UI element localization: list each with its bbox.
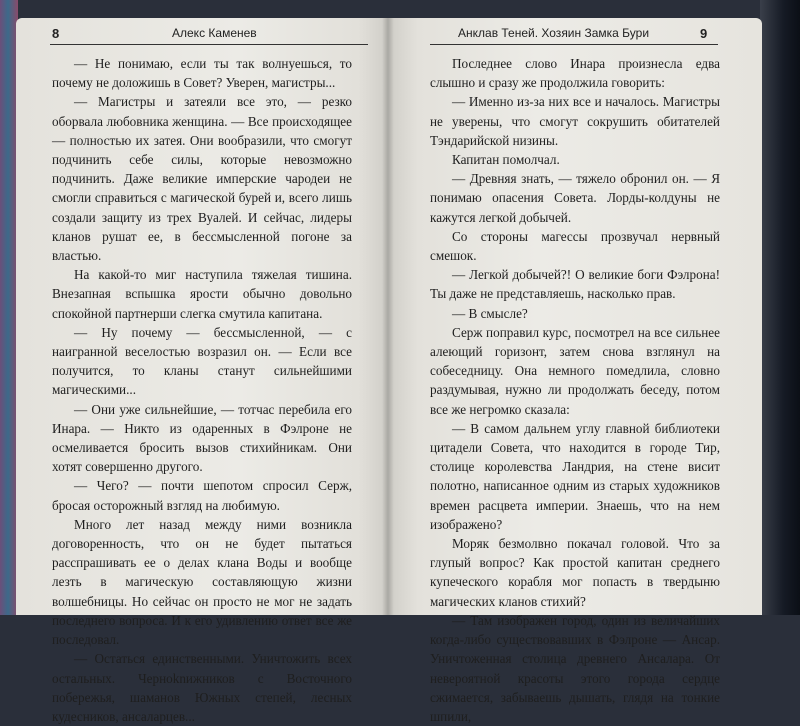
- paragraph: — Остаться единственными. Уничтожить всех остальных. Черноknижников с Восточного побережья, шаманов Южных степей, лесных кудесников, ансаларцев...: [52, 651, 352, 724]
- paragraph: — Древняя знать, — тяжело обронил он. — Я понимаю опасения Совета. Лорды-колдуны не кажутся легкой добычей.: [430, 171, 720, 225]
- right-header-rule: [430, 44, 718, 45]
- left-page-text: [52, 54, 352, 726]
- paragraph: Последнее слово Инара произнесла едва слышно и сразу же продолжила говорить:: [430, 56, 720, 91]
- right-page-number: 9: [700, 26, 708, 41]
- paragraph: Моряк безмолвно покачал головой. Что за глупый вопрос? Как простой капитан среднего купеческого корабля мог попасть в твердыню магических кланов стихий?: [430, 536, 720, 609]
- paragraph: — В смысле?: [452, 305, 528, 321]
- paragraph: На какой-то миг наступила тяжелая тишина. Внезапная вспышка ярости обычно довольно спокойной партнерши слегка смутила капитана.: [52, 267, 352, 321]
- paragraph: — Они уже сильнейшие, — тотчас перебила его Инара. — Никто из одаренных в Фэлроне не осмеливается бросить вызов стихийникам. Они хотят совершенно другого.: [52, 401, 352, 475]
- book-edge-right: [760, 0, 800, 615]
- paragraph: Капитан помолчал.: [452, 152, 560, 168]
- paragraph: — Ну почему — бессмысленной, — с наигранной веселостью возразил он. — Если все получится, то кланы станут сильнейшими магическими...: [52, 324, 352, 398]
- paragraph: Со стороны магессы прозвучал нервный смешок.: [430, 228, 720, 264]
- paragraph: — Именно из-за них все и началось. Магистры не уверены, что смогут сокрушить обитателей Тэндарийской низины.: [430, 94, 720, 148]
- left-header-rule: [50, 44, 368, 45]
- paragraph: — Чего? — почти шепотом спросил Серж, бросая осторожный взгляд на любимую.: [52, 478, 352, 513]
- left-page-number: 8: [52, 26, 60, 41]
- paragraph: — В самом дальнем углу главной библиотеки цитадели Совета, что находится в городе Тир, столице королевства Ландрия, на стене висит полотно, написанное одним из старых художников времен расцвета империи. Знаешь, что на нем изображено?: [430, 420, 720, 532]
- left-running-head: Алекс Каменев: [172, 26, 257, 40]
- book-gutter: [382, 18, 394, 615]
- paragraph: — Магистры и затеяли все это, — резко оборвала любовника женщина. — Все происходящее — полностью их затея. Они вообразили, что смогут подчинить себе силы, которые невозможно подчинить. Даже великие имперские чародеи не смогли справиться с магической бурей и, всего лишь создали защиту из трех Вуалей. И сейчас, лидеры кланов рушат ее, в бессмысленной погоне за властью.: [52, 94, 352, 264]
- paragraph: — Не понимаю, если ты так волнуешься, то почему не доложишь в Совет? Уверен, магистры...: [52, 56, 352, 91]
- paragraph: Много лет назад между ними возникла договоренность, что он не будет пытаться расспрашивать ее о делах клана Воды и вообще лезть в магическую составляющую жизни волшебницы. Но сейчас он просто не мог не задать последнего вопроса. И к его удивлению ответ все же последовал.: [52, 516, 352, 648]
- paragraph: — Легкой добычей?! О великие боги Фэлрона! Ты даже не представляешь, насколько прав.: [430, 267, 720, 302]
- right-running-head: Анклав Теней. Хозяин Замка Бури: [458, 26, 650, 40]
- paragraph: Серж поправил курс, посмотрел на все сильнее алеющий горизонт, затем снова взглянул на собеседницу. Она немного помедлила, словно раздумывая, нужно ли продолжать беседу, потом все же негромко сказала:: [430, 324, 720, 417]
- paragraph: — Там изображен город, один из величайших когда-либо существовавших в Фэлроне — Ансар. Уничтоженная столица древнего Ансалара. От невероятной красоты этого города сердце сжимается, забываешь дышать, глядя на тонкие шпили,: [430, 612, 720, 724]
- right-page-text: [430, 54, 720, 726]
